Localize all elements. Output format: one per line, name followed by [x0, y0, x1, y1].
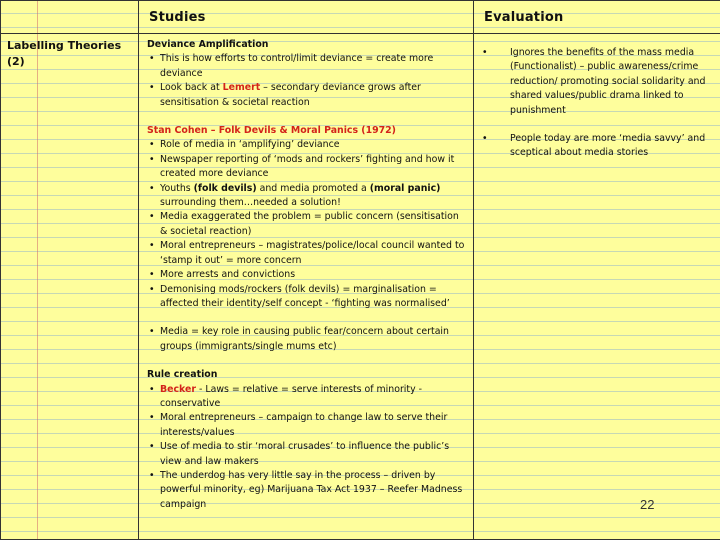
list-item-text: and media promoted a [256, 182, 370, 194]
list-item: • Media = key role in causing public fear/concern about certain groups (immigrants/single mums etc) [147, 325, 469, 354]
moral-panic-term: (moral panic) [369, 182, 441, 194]
list-item: • Role of media in ‘amplifying’ deviance [147, 138, 469, 152]
content-row [1, 34, 720, 540]
list-item: • More arrests and convictions [147, 268, 469, 282]
list-item: • Use of media to stir ‘moral crusades’ to influence the public’s view and law makers [147, 440, 469, 469]
page-number: 22 [640, 497, 655, 512]
list-item: • The underdog has very little say in the process – driven by powerful minority, eg) Marijuana Tax Act 1937 – Reefer Madness campaign [147, 469, 469, 512]
header-row [1, 1, 720, 34]
deviance-amplification-title: Deviance Amplification [147, 39, 269, 50]
list-item: • This is how efforts to control/limit deviance = create more deviance [147, 52, 469, 81]
evaluation-text: Ignores the benefits of the mass media (Functionalist) – public awareness/crime reduction/ promoting social solidarity and shared values/public drama linked to punishment [510, 47, 706, 116]
lemert-name: Lemert [222, 82, 261, 94]
list-item-text: surrounding them…needed a solution! [160, 197, 341, 209]
header-blank-cell [1, 1, 139, 34]
list-item [147, 383, 469, 412]
cohen-study-title: Stan Cohen – Folk Devils & Moral Panics (1972) [147, 125, 396, 137]
deviance-amplification-list [147, 52, 469, 110]
list-item-text: Youths [160, 182, 194, 194]
evaluation-text: People today are more ‘media savvy’ and sceptical about media stories [510, 133, 706, 159]
list-item: • Moral entrepreneurs – campaign to change law to serve their interests/values [147, 411, 469, 440]
bullet-icon: • [482, 47, 488, 58]
rule-creation-list [147, 383, 469, 513]
list-item-text: – secondary deviance grows after sensitisation & societal reaction [160, 82, 421, 108]
becker-name: Becker [160, 383, 197, 395]
list-item-text: Look back at [160, 82, 223, 94]
list-item: • Newspaper reporting of ‘mods and rockers’ fighting and how it created more deviance [147, 153, 469, 182]
list-item [147, 81, 469, 110]
cohen-list [147, 138, 469, 311]
evaluation-header: Evaluation [474, 1, 720, 34]
list-item: • Moral entrepreneurs – magistrates/police/local council wanted to ‘stamp it out’ = more concern [147, 239, 469, 268]
list-item: • Demonising mods/rockers (folk devils) = marginalisation = affected their identity/self concept - ‘fighting was normalised’ [147, 283, 469, 312]
rule-creation-title: Rule creation [147, 369, 218, 381]
folk-devils-term: (folk devils) [193, 182, 257, 194]
bullet-icon: • [482, 133, 488, 145]
list-item-text: - Laws = relative = serve interests of minority - conservative [160, 383, 422, 409]
evaluation-cell [474, 34, 720, 540]
list-item [147, 182, 469, 211]
evaluation-item [478, 132, 720, 161]
media-list [147, 325, 469, 354]
studies-header: Studies [139, 1, 474, 34]
topic-label: Labelling Theories (2) [1, 34, 139, 540]
studies-cell [139, 34, 474, 540]
evaluation-item [478, 46, 720, 118]
list-item: • Media exaggerated the problem = public concern (sensitisation & societal reaction) [147, 210, 469, 239]
